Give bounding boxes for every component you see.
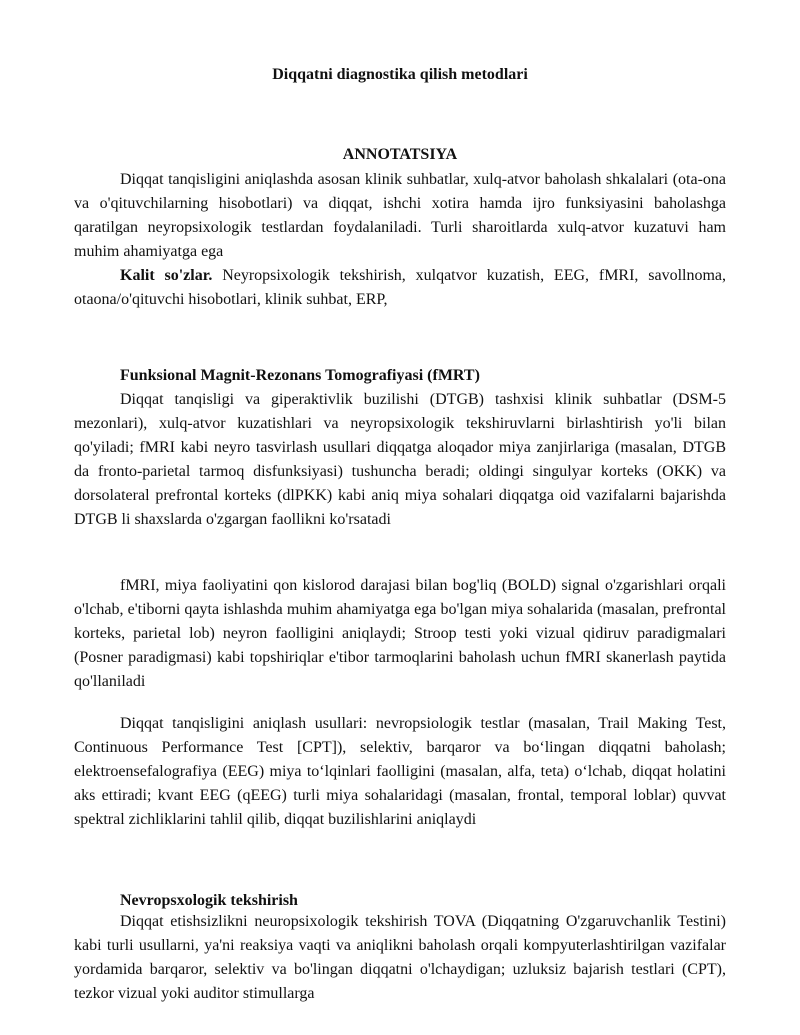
keywords-text: Neyropsixologik tekshirish, xulqatvor kuzatish, EEG, fMRI, savollnoma, otaona/o'qituvchi hisobotlari, klinik suhbat, ERP,: [74, 267, 727, 308]
section-heading-neuropsych: Nevropsxologik tekshirish: [120, 892, 298, 909]
paragraph-fmrt-1: Diqqat tanqisligi va giperaktivlik buzilishi (DTGB) tashxisi klinik suhbatlar (DSM-5 mezonlari), xulq-atvor kuzatishlari va neyropsixologik tekshiruvlarni birlashtirish yo'li bilan qo'yiladi; fMRI kabi neyro tasvirlash usullari diqqatga aloqador miya zanjirlariga (masalan, DTGB da fronto-parietal tarmoq disfunksiyasi) tushuncha beradi; oldingi singulyar korteks (OKK) va dorsolateral prefrontal korteks (dlPKK) kabi aniq miya sohalari diqqatga oid vazifalarni bajarishda DTGB li shaxslarda o'zgargan faollikni ko'rsatadi: [74, 391, 726, 528]
keywords-paragraph: [74, 264, 726, 312]
annotation-text: Diqqat tanqisligini aniqlashda asosan klinik suhbatlar, xulq-atvor baholash shkalalari (ota-ona va o'qituvchilarning hisobotlari) va diqqat, ishchi xotira hamda ijro funksiyasini baholashga qaratilgan neyropsixologik testlardan foydalaniladi. Turli sharoitlarda xulq-atvor kuzatuvi ham muhim ahamiyatga ega: [74, 171, 726, 260]
paragraph-fmrt-3: Diqqat tanqisligini aniqlash usullari: nevropsiologik testlar (masalan, Trail Making Test, Continuous Performance Test [CPT]), selektiv, barqaror va bo‘lingan diqqatni baholash; elektroensefalografiya (EEG) miya to‘lqinlari faolligini (masalan, alfa, teta) o‘lchab, diqqat holatini aks ettiradi; kvant EEG (qEEG) turli miya sohalaridagi (masalan, frontal, temporal loblar) quvvat spektral zichliklarini tahlil qilib, diqqat buzilishlarini aniqlaydi: [74, 715, 726, 828]
paragraph-fmrt-2: fMRI, miya faoliyatini qon kislorod darajasi bilan bog'liq (BOLD) signal o'zgarishlari orqali o'lchab, e'tiborni qayta ishlashda muhim ahamiyatga ega bo'lgan miya sohalarida (masalan, prefrontal korteks, parietal lob) neyron faolligini aniqlaydi; Stroop testi yoki vizual qidiruv paradigmalari (Posner paradigmasi) kabi topshiriqlar e'tibor tarmoqlarini baholash uchun fMRI skanerlash paytida qo'llaniladi: [74, 577, 726, 690]
paragraph-neuropsych-1: Diqqat etishsizlikni neuropsixologik tekshirish TOVA (Diqqatning O'zgaruvchanlik Testini) kabi turli usullarni, ya'ni reaksiya vaqti va aniqlikni baholash orqali kompyuterlashtirilgan vazifalar yordamida barqaror, selektiv va bo'lingan diqqatni o'lchaydigan; uzluksiz bajarish testlari (CPT), tezkor vizual yoki auditor stimullarga: [74, 913, 726, 1002]
section-heading-fmrt: Funksional Magnit-Rezonans Tomografiyasi (fMRT): [120, 367, 480, 384]
keywords-label: Kalit so'zlar.: [120, 267, 213, 284]
annotation-heading: ANNOTATSIYA: [342, 146, 458, 163]
document-title: Diqqatni diagnostika qilish metodlari: [272, 66, 528, 83]
